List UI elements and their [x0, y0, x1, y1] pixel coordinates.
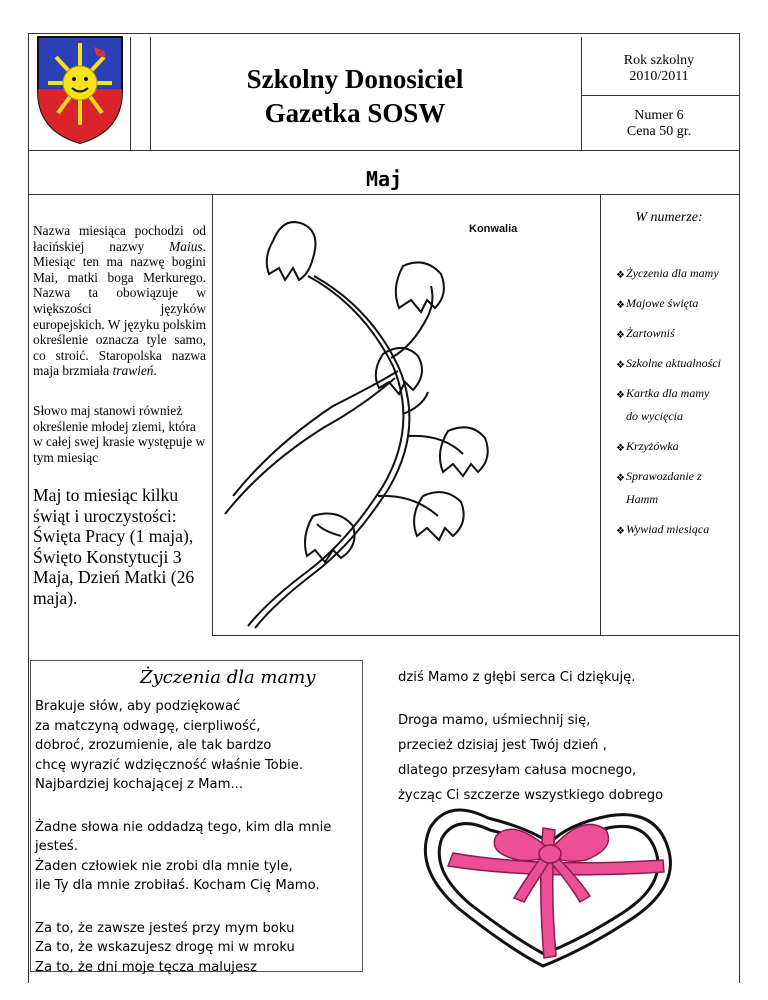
frame-right	[739, 33, 740, 983]
header-divider-title-right	[581, 37, 582, 150]
newspaper-title	[195, 37, 515, 155]
toc-heading: W numerze:	[635, 210, 703, 225]
wishes-poem-right	[398, 668, 728, 808]
flower-caption: Konwalia	[469, 223, 518, 235]
toc-item[interactable]: ❖ Kartka dla mamy do wycięcia	[616, 386, 710, 423]
poem-stanza-4: Droga mamo, uśmiechnij się, przecież dzisiaj jest Twój dzień , dlatego przesyłam całusa mocnego, życząc Ci szczerze wszystkiego dobrego	[398, 712, 664, 803]
toc-item[interactable]: ❖ Wywiad miesiąca	[616, 522, 710, 537]
toc-item[interactable]: ❖ Szkolne aktualności	[616, 356, 721, 371]
wishes-title: Życzenia dla mamy	[140, 667, 316, 688]
intro-paragraph-3: Maj to miesiąc kilku świąt i uroczystości: Święta Pracy (1 maja), Święto Konstytucji 3 Maja, Dzień Matki (26 maja).	[33, 485, 195, 608]
intro-paragraph-2: Słowo maj stanowi również określenie młodej ziemi, która w całej swej krasie występuje w tym miesiąc	[33, 402, 206, 465]
header-divider-title-left	[150, 37, 151, 150]
title-line-1: Szkolny Donosiciel	[246, 64, 464, 94]
frame-top	[28, 33, 740, 34]
diamond-bullet-icon: ❖	[616, 526, 625, 537]
intro-paragraph-1: Nazwa miesiąca pochodzi od łacińskiej nazwy Maius. Miesiąc ten ma nazwę bogini Mai, matki boga Merkurego. Nazwa ta obowiązuje w większości języków europejskich. W języku polskim określenie oznacza tyle samo, co stroić. Staropolska nazwa maja brzmiała trawień.	[33, 223, 206, 379]
poem-line-thanks: dziś Mamo z głębi serca Ci dziękuję.	[398, 670, 636, 685]
in-this-issue	[604, 210, 734, 552]
diamond-bullet-icon: ❖	[616, 330, 625, 341]
issue-price: Cena 50 gr.	[626, 124, 692, 139]
toc-item[interactable]: ❖ Życzenia dla mamy	[616, 266, 719, 281]
diamond-bullet-icon: ❖	[616, 360, 625, 371]
diamond-bullet-icon: ❖	[616, 473, 625, 484]
lily-of-the-valley-drawing	[213, 196, 599, 634]
toc-item[interactable]: ❖ Sprawozdanie z Hamm	[616, 469, 702, 506]
school-year-label: Rok szkolny	[623, 53, 695, 68]
section-title: Maj	[365, 167, 403, 191]
intro-article	[33, 223, 206, 623]
section-rule	[28, 194, 740, 195]
diamond-bullet-icon: ❖	[616, 300, 625, 311]
poem-stanza-1: Brakuje słów, aby podziękować za matczyną odwagę, cierpliwość, dobroć, zrozumienie, ale tak bardzo chcę wyrazić wdzięczność właśnie Tobie. Najbardziej kochającej z Mam...	[35, 699, 304, 792]
header-divider-left	[130, 37, 131, 150]
school-year-value: 2010/2011	[629, 69, 689, 84]
diamond-bullet-icon: ❖	[616, 390, 625, 401]
diamond-bullet-icon: ❖	[616, 443, 625, 454]
issue-number: Numer 6	[634, 108, 684, 123]
frame-left	[28, 33, 29, 983]
poem-stanza-3: Za to, że zawsze jesteś przy mym boku Za to, że wskazujesz drogę mi w mroku Za to, że dni moje tęcza malujesz	[35, 920, 295, 975]
heart-gift-box-illustration	[418, 798, 680, 970]
toc-left-edge	[600, 194, 601, 636]
title-line-2: Gazetka SOSW	[264, 98, 446, 128]
wishes-poem-left	[35, 697, 360, 1000]
school-crest-logo	[34, 33, 126, 145]
diamond-bullet-icon: ❖	[616, 270, 625, 281]
toc-item[interactable]: ❖ Majowe święta	[616, 296, 699, 311]
poem-stanza-2: Żadne słowa nie oddadzą tego, kim dla mnie jesteś. Żaden człowiek nie zrobi dla mnie tyle, ile Ty dla mnie zrobiłaś. Kocham Cię Mamo.	[35, 819, 332, 893]
issue-info-box	[583, 37, 735, 152]
toc-item[interactable]: ❖ Żartowniś	[616, 326, 675, 341]
figure-bottom-edge	[212, 635, 739, 636]
toc-item[interactable]: ❖ Krzyżówka	[616, 439, 679, 454]
